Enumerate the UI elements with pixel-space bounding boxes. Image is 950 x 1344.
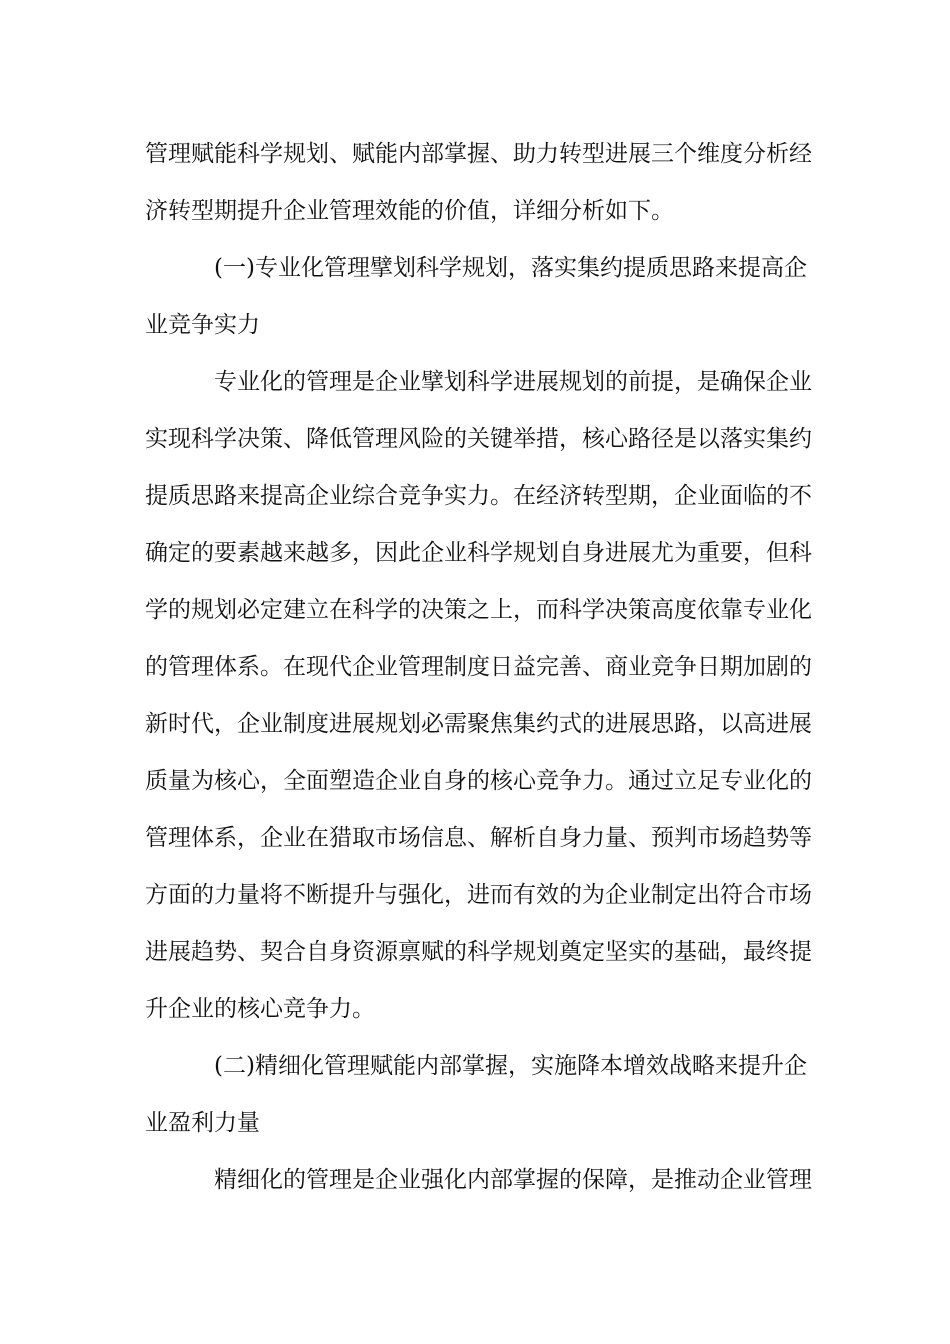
section-heading-line: 业竞争实力 [145,312,260,338]
body-text-line: 升企业的核心竞争力。 [145,996,375,1022]
section-heading-line: (一)专业化管理擘划科学规划，落实集约提质思路来提高企 [214,255,807,281]
body-text-line: 进展趋势、契合自身资源禀赋的科学规划奠定坚实的基础，最终提 [145,939,812,965]
body-text-line: 专业化的管理是企业擘划科学进展规划的前提，是确保企业 [214,369,812,395]
body-text-line: 的管理体系。在现代企业管理制度日益完善、商业竞争日期加剧的 [145,654,812,680]
body-text-line: 新时代，企业制度进展规划必需聚焦集约式的进展思路，以高进展 [145,711,812,737]
body-text-line: 济转型期提升企业管理效能的价值，详细分析如下。 [145,198,674,224]
body-text-line: 方面的力量将不断提升与强化，进而有效的为企业制定出符合市场 [145,882,812,908]
body-text-line: 管理赋能科学规划、赋能内部掌握、助力转型进展三个维度分析经 [145,141,812,167]
body-text-line: 确定的要素越来越多，因此企业科学规划自身进展尤为重要，但科 [145,540,812,566]
body-text-line: 实现科学决策、降低管理风险的关键举措，核心路径是以落实集约 [145,426,812,452]
section-heading-line: 业盈利力量 [145,1110,260,1136]
body-text-line: 学的规划必定建立在科学的决策之上，而科学决策高度依靠专业化 [145,597,812,623]
body-text-line: 提质思路来提高企业综合竞争实力。在经济转型期，企业面临的不 [145,483,812,509]
body-text-line: 质量为核心，全面塑造企业自身的核心竞争力。通过立足专业化的 [145,768,812,794]
body-text-line: 精细化的管理是企业强化内部掌握的保障，是推动企业管理 [214,1167,812,1193]
section-heading-line: (二)精细化管理赋能内部掌握，实施降本增效战略来提升企 [214,1053,807,1079]
body-text-line: 管理体系，企业在猎取市场信息、解析自身力量、预判市场趋势等 [145,825,812,851]
